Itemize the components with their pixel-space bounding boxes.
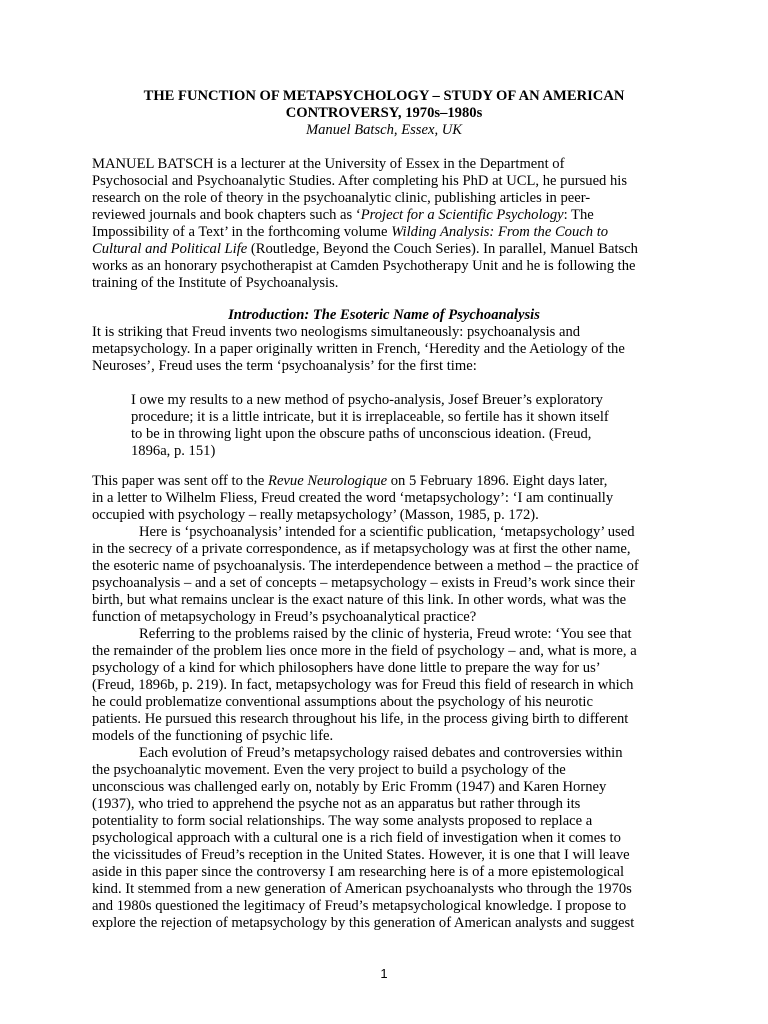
text-line (92, 660, 676, 677)
text-line (92, 324, 676, 341)
text-run: research on the role of theory in the psychoanalytic clinic, publishing articles in peer- (92, 190, 591, 206)
text-line (92, 643, 676, 660)
text-run: to be in throwing light upon the obscure paths of unconscious ideation. (Freud, (131, 426, 592, 442)
text-line (92, 541, 676, 558)
text-run: Psychosocial and Psychoanalytic Studies. After completing his PhD at UCL, he pursued his (92, 173, 628, 189)
text-line (131, 443, 661, 460)
text-run: Each evolution of Freud’s metapsychology raised debates and controversies within (139, 745, 623, 761)
text-line (92, 677, 676, 694)
text-run: works as an honorary psychotherapist at Camden Psychotherapy Unit and he is following the (92, 258, 636, 274)
text-run: procedure; it is a little intricate, but it is irreplaceable, so fertile has it shown itself (131, 409, 609, 425)
text-line (92, 762, 676, 779)
italic-title: Project for a Scientific Psychology (360, 207, 564, 223)
text-line (92, 592, 676, 609)
text-line (92, 241, 676, 258)
text-run: unconscious was challenged early on, notably by Eric Fromm (1947) and Karen Horney (92, 779, 607, 795)
author-line: Manuel Batsch, Essex, UK (305, 122, 463, 138)
paper-title (92, 88, 676, 122)
text-line (92, 796, 676, 813)
text-run: (1937), who tried to apprehend the psyche not as an apparatus but rather through its (92, 796, 581, 812)
text-run: he could problematize conventional assumptions about the psychology of his neurotic (92, 694, 593, 710)
italic-title: Cultural and Political Life (92, 241, 248, 257)
text-run: MANUEL BATSCH is a lecturer at the University of Essex in the Department of (92, 156, 565, 172)
text-line (92, 575, 676, 592)
text-line (92, 881, 676, 898)
text-line (92, 745, 676, 762)
text-line (92, 779, 676, 796)
text-run: the psychoanalytic movement. Even the very project to build a psychology of the (92, 762, 566, 778)
text-run: Impossibility of a Text’ in the forthcoming volume (92, 224, 392, 240)
text-line (92, 813, 676, 830)
text-line (92, 173, 676, 190)
text-line (92, 711, 676, 728)
text-run: on 5 February 1896. Eight days later, (387, 473, 608, 489)
text-run: I owe my results to a new method of psycho-analysis, Josef Breuer’s exploratory (131, 392, 603, 408)
text-line (131, 426, 661, 443)
text-run: birth, but what remains unclear is the exact nature of this link. In other words, what was the (92, 592, 627, 608)
text-run: function of metapsychology in Freud’s psychoanalytical practice? (92, 609, 477, 625)
text-line (92, 830, 676, 847)
text-line (92, 626, 676, 643)
text-run: 1896a, p. 151) (131, 443, 216, 459)
title-line: THE FUNCTION OF METAPSYCHOLOGY – STUDY OF AN AMERICAN (143, 88, 625, 104)
title-line: CONTROVERSY, 1970s–1980s (285, 105, 483, 121)
text-run: training of the Institute of Psychoanalysis. (92, 275, 339, 291)
text-run: It is striking that Freud invents two neologisms simultaneously: psychoanalysis and (92, 324, 581, 340)
text-run: explore the rejection of metapsychology by this generation of American analysts and suggest (92, 915, 635, 931)
text-line (92, 156, 676, 173)
text-run: the remainder of the problem lies once more in the field of psychology – and, what is more, a (92, 643, 637, 659)
text-run: in a letter to Wilhelm Fliess, Freud created the word ‘metapsychology’: ‘I am continually (92, 490, 614, 506)
text-run: aside in this paper since the controversy I am researching here is of a more epistemological (92, 864, 625, 880)
text-run: kind. It stemmed from a new generation of American psychoanalysts who through the 1970s (92, 881, 632, 897)
text-line (92, 275, 676, 292)
text-line (92, 728, 676, 745)
text-line (92, 898, 676, 915)
italic-title: Revue Neurologique (268, 473, 388, 489)
section-heading: Introduction: The Esoteric Name of Psychoanalysis (228, 307, 540, 323)
author-bio (92, 156, 676, 292)
text-line (92, 915, 676, 932)
text-run: psychology of a kind for which philosophers have done little to prepare the way for us’ (92, 660, 601, 676)
text-line (131, 392, 661, 409)
italic-title: Wilding Analysis: From the Couch to (391, 224, 609, 240)
text-run: metapsychology. In a paper originally written in French, ‘Heredity and the Aetiology of the (92, 341, 625, 357)
text-run: : The (563, 207, 594, 223)
text-run: psychoanalysis – and a set of concepts – metapsychology – exists in Freud’s work since their (92, 575, 635, 591)
block-quote (131, 392, 661, 460)
text-run: Referring to the problems raised by the clinic of hysteria, Freud wrote: ‘You see that (139, 626, 632, 642)
text-run: (Freud, 1896b, p. 219). In fact, metapsychology was for Freud this field of research in which (92, 677, 634, 693)
text-line (92, 190, 676, 207)
text-line (92, 224, 676, 241)
text-run: This paper was sent off to the (92, 473, 269, 489)
text-line (92, 524, 676, 541)
text-run: models of the functioning of psychic life. (92, 728, 334, 744)
text-run: patients. He pursued this research throughout his life, in the process giving birth to different (92, 711, 629, 727)
text-run: Neuroses’, Freud uses the term ‘psychoanalysis’ for the first time: (92, 358, 477, 374)
text-line (92, 341, 676, 358)
text-line (92, 694, 676, 711)
text-line (92, 609, 676, 626)
text-run: Here is ‘psychoanalysis’ intended for a scientific publication, ‘metapsychology’ used (139, 524, 635, 540)
page-number: 1 (380, 966, 388, 981)
body-text (92, 473, 676, 932)
text-run: psychological approach with a cultural one is a rich field of investigation when it comes to (92, 830, 621, 846)
text-line (92, 558, 676, 575)
intro-paragraph (92, 324, 676, 375)
text-line (92, 864, 676, 881)
text-line (92, 473, 676, 490)
text-run: reviewed journals and book chapters such as ‘ (92, 207, 361, 223)
text-run: and 1980s questioned the legitimacy of Freud’s metapsychological knowledge. I propose to (92, 898, 627, 914)
text-line (92, 258, 676, 275)
text-line (131, 409, 661, 426)
text-run: (Routledge, Beyond the Couch Series). In parallel, Manuel Batsch (247, 241, 638, 257)
text-run: the esoteric name of psychoanalysis. The interdependence between a method – the practice of (92, 558, 639, 574)
text-run: occupied with psychology – really metapsychology’ (Masson, 1985, p. 172). (92, 507, 539, 523)
text-line (92, 507, 676, 524)
text-line (92, 358, 676, 375)
text-line (92, 847, 676, 864)
text-line (92, 207, 676, 224)
text-run: in the secrecy of a private correspondence, as if metapsychology was at first the other name, (92, 541, 631, 557)
text-line (92, 490, 676, 507)
text-run: potentiality to form social relationships. The way some analysts proposed to replace a (92, 813, 593, 829)
text-run: the vicissitudes of Freud’s reception in the United States. However, it is one that I will leave (92, 847, 630, 863)
